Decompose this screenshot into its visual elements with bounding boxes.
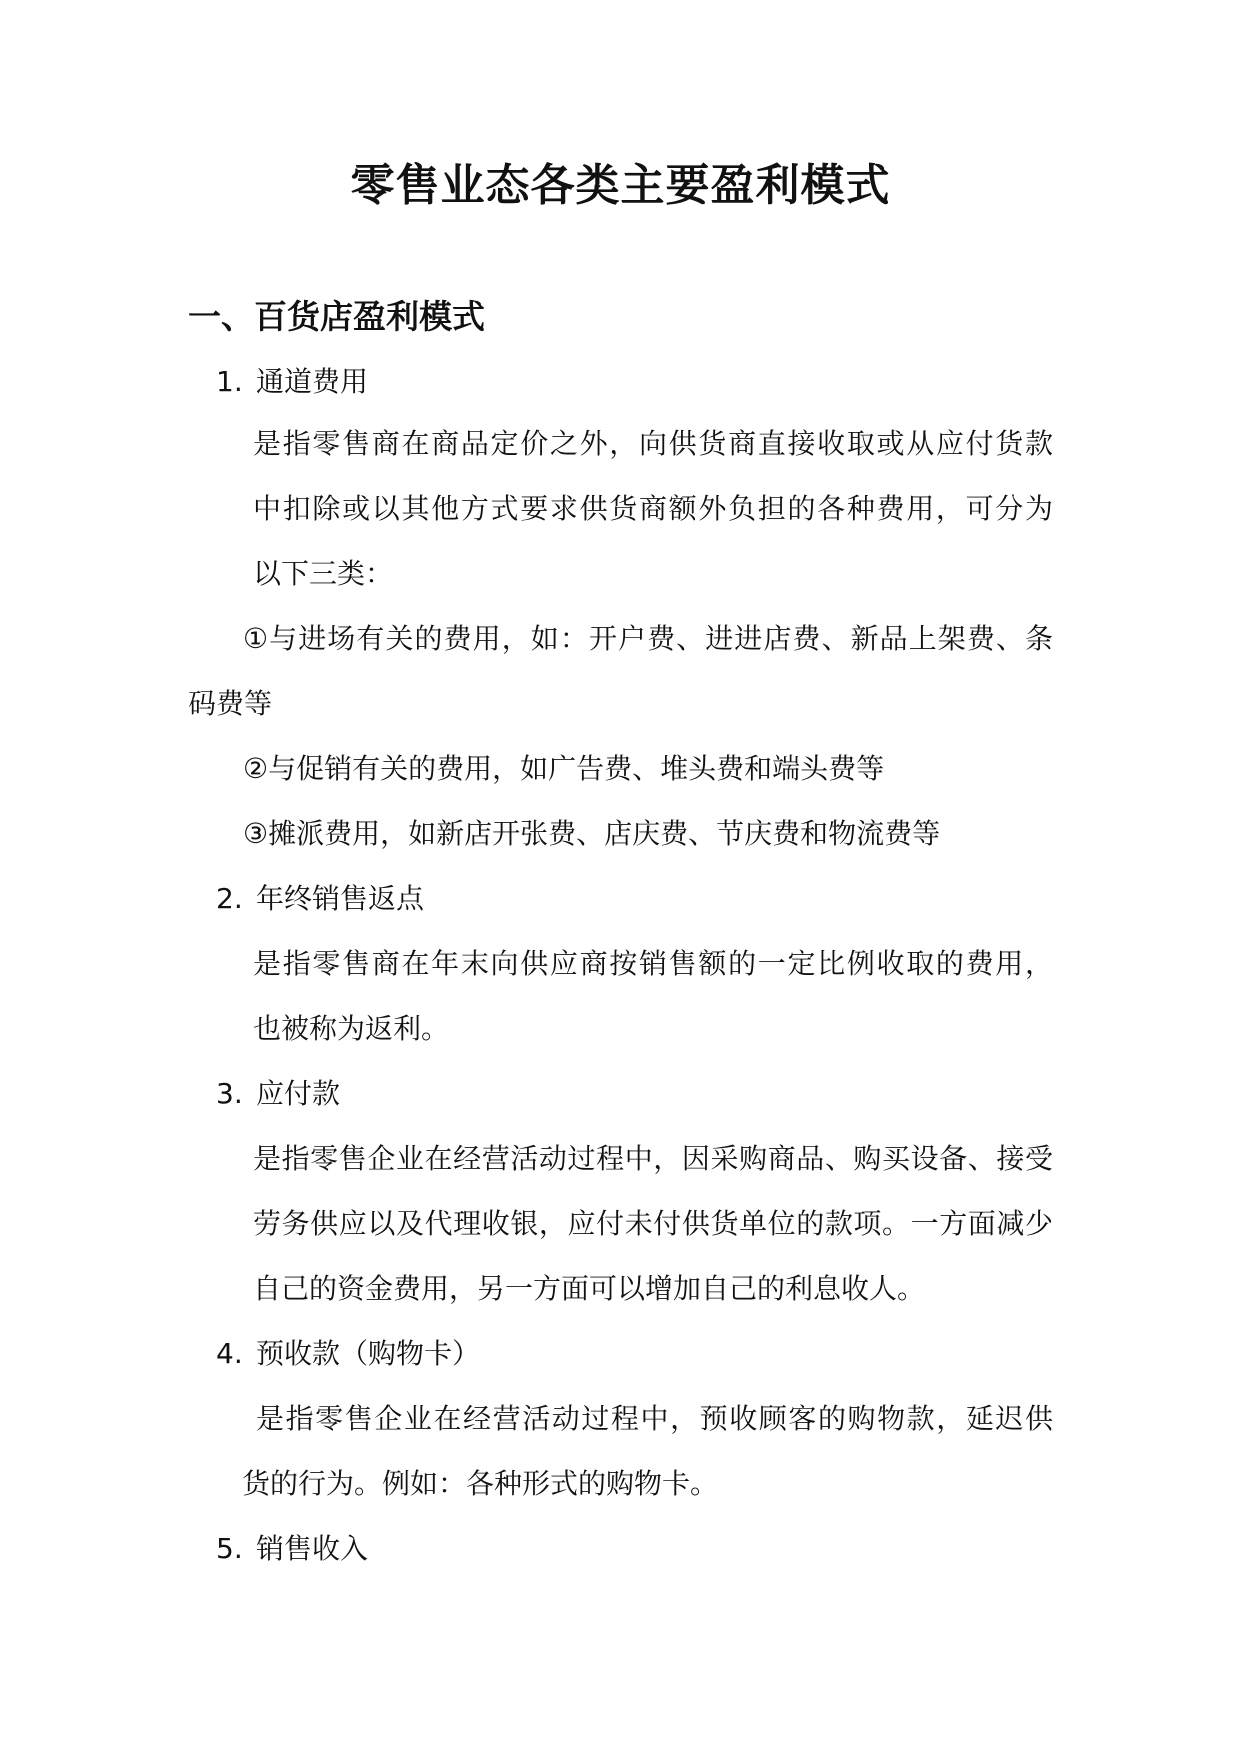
- sub-item-line: ②与促销有关的费用，如广告费、堆头费和端头费等: [243, 752, 885, 785]
- page-title: 零售业态各类主要盈利模式: [350, 160, 891, 211]
- sub-item-line: 码费等: [188, 687, 273, 720]
- section-heading: 一、百货店盈利模式: [188, 297, 485, 336]
- paragraph-line: 是指零售企业在经营活动过程中，预收顾客的购物款，延迟供: [256, 1402, 1053, 1435]
- sub-item-line: ①与进场有关的费用，如：开户费、进进店费、新品上架费、条: [243, 622, 1053, 655]
- paragraph-line: 中扣除或以其他方式要求供货商额外负担的各种费用，可分为: [253, 492, 1053, 525]
- paragraph-line: 以下三类：: [253, 557, 394, 590]
- item-number: 3.: [216, 1077, 243, 1110]
- paragraph-line: 是指零售商在商品定价之外，向供货商直接收取或从应付货款: [253, 427, 1053, 460]
- item-title-text: 通道费用: [256, 365, 369, 398]
- paragraph-line: 也被称为返利。: [253, 1012, 450, 1045]
- item-number: 2.: [216, 882, 243, 915]
- item-title: [216, 362, 368, 402]
- item-title: [216, 1074, 340, 1114]
- item-title-text: 应付款: [256, 1077, 341, 1110]
- paragraph-line: 货的行为。例如：各种形式的购物卡。: [242, 1467, 719, 1500]
- item-number: 4.: [216, 1337, 243, 1370]
- item-title-text: 年终销售返点: [256, 882, 425, 915]
- item-title: [216, 1334, 480, 1374]
- item-title: [216, 1529, 368, 1569]
- item-title-text: 销售收入: [256, 1532, 369, 1565]
- item-number: 1.: [216, 365, 243, 398]
- sub-item-line: ③摊派费用，如新店开张费、店庆费、节庆费和物流费等: [243, 817, 941, 850]
- paragraph-line: 是指零售商在年末向供应商按销售额的一定比例收取的费用，: [253, 947, 1053, 980]
- item-number: 5.: [216, 1532, 243, 1565]
- paragraph-line: 自己的资金费用，另一方面可以增加自己的利息收人。: [253, 1272, 926, 1305]
- item-title-text: 预收款（购物卡）: [256, 1337, 481, 1370]
- paragraph-line: 劳务供应以及代理收银，应付未付供货单位的款项。一方面减少: [253, 1207, 1053, 1240]
- item-title: [216, 879, 424, 919]
- paragraph-line: 是指零售企业在经营活动过程中，因采购商品、购买设备、接受: [253, 1142, 1053, 1175]
